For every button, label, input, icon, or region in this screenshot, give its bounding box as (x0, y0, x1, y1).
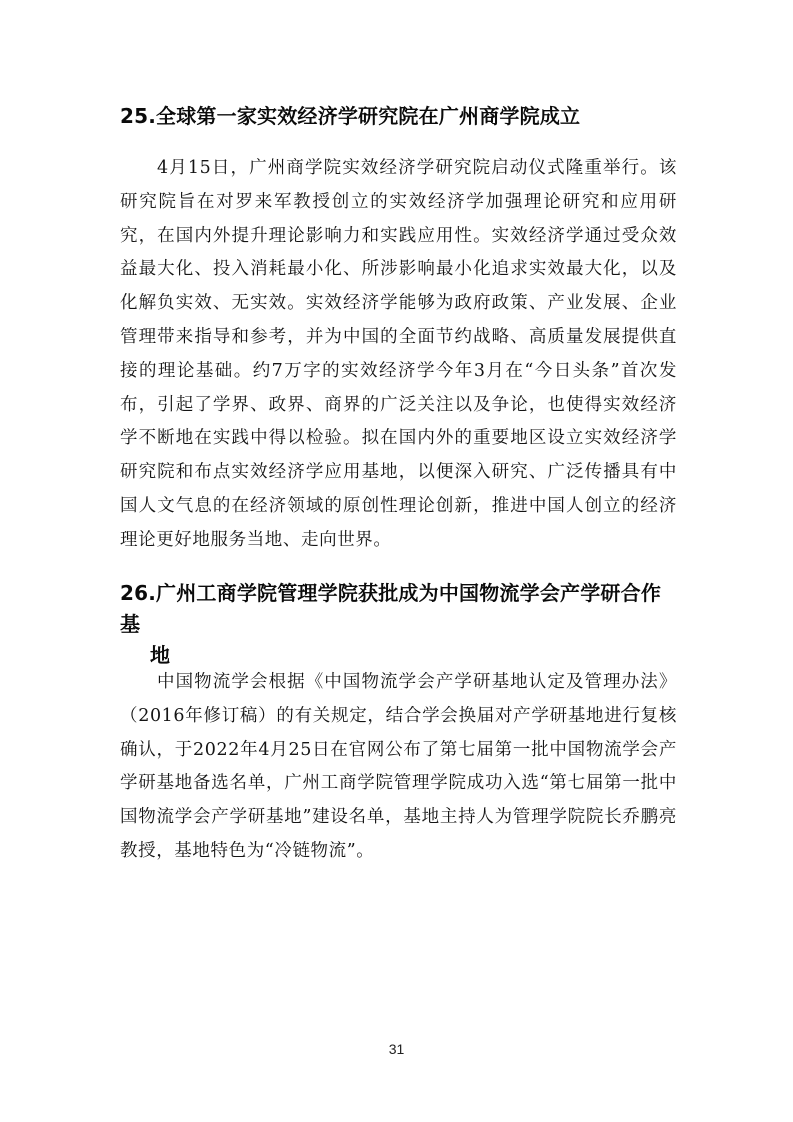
section-25-paragraph: 4月15日，广州商学院实效经济学研究院启动仪式隆重举行。该研究院旨在对罗来军教授创立的实效经济学加强理论研究和应用研究，在国内外提升理论影响力和实践应用性。实效经济学通过受众效益最大化、投入消耗最小化、所涉影响最小化追求实效最大化，以及化解负实效、无实效。实效经济学能够为政府政策、产业发展、企业管理带来指导和参考，并为中国的全面节约战略、高质量发展提供直接的理论基础。约7万字的实效经济学今年3月在“今日头条”首次发布，引起了学界、政界、商界的广泛关注以及争论，也使得实效经济学不断地在实践中得以检验。拟在国内外的重要地区设立实效经济学研究院和布点实效经济学应用基地，以便深入研究、广泛传播具有中国人文气息的在经济领域的原创性理论创新，推进中国人创立的经济理论更好地服务当地、走向世界。 (120, 158, 677, 550)
section-26-heading (120, 578, 680, 671)
section-26-paragraph: 中国物流学会根据《中国物流学会产学研基地认定及管理办法》（2016年修订稿）的有关规定，结合学会换届对产学研基地进行复核确认，于2022年4月25日在官网公布了第七届第一批中国物流学会产学研基地备选名单，广州工商学院管理学院成功入选“第七届第一批中国物流学会产学研基地”建设名单，基地主持人为管理学院院长乔鹏亮教授，基地特色为“冷链物流”。 (120, 672, 677, 861)
section-25-heading: 25.全球第一家实效经济学研究院在广州商学院成立 (120, 104, 581, 128)
page-number: 31 (388, 1041, 405, 1057)
section-26-heading-line1: 26.广州工商学院管理学院获批成为中国物流学会产学研合作基 (120, 581, 662, 636)
section-26-heading-line2: 地 (150, 643, 171, 667)
